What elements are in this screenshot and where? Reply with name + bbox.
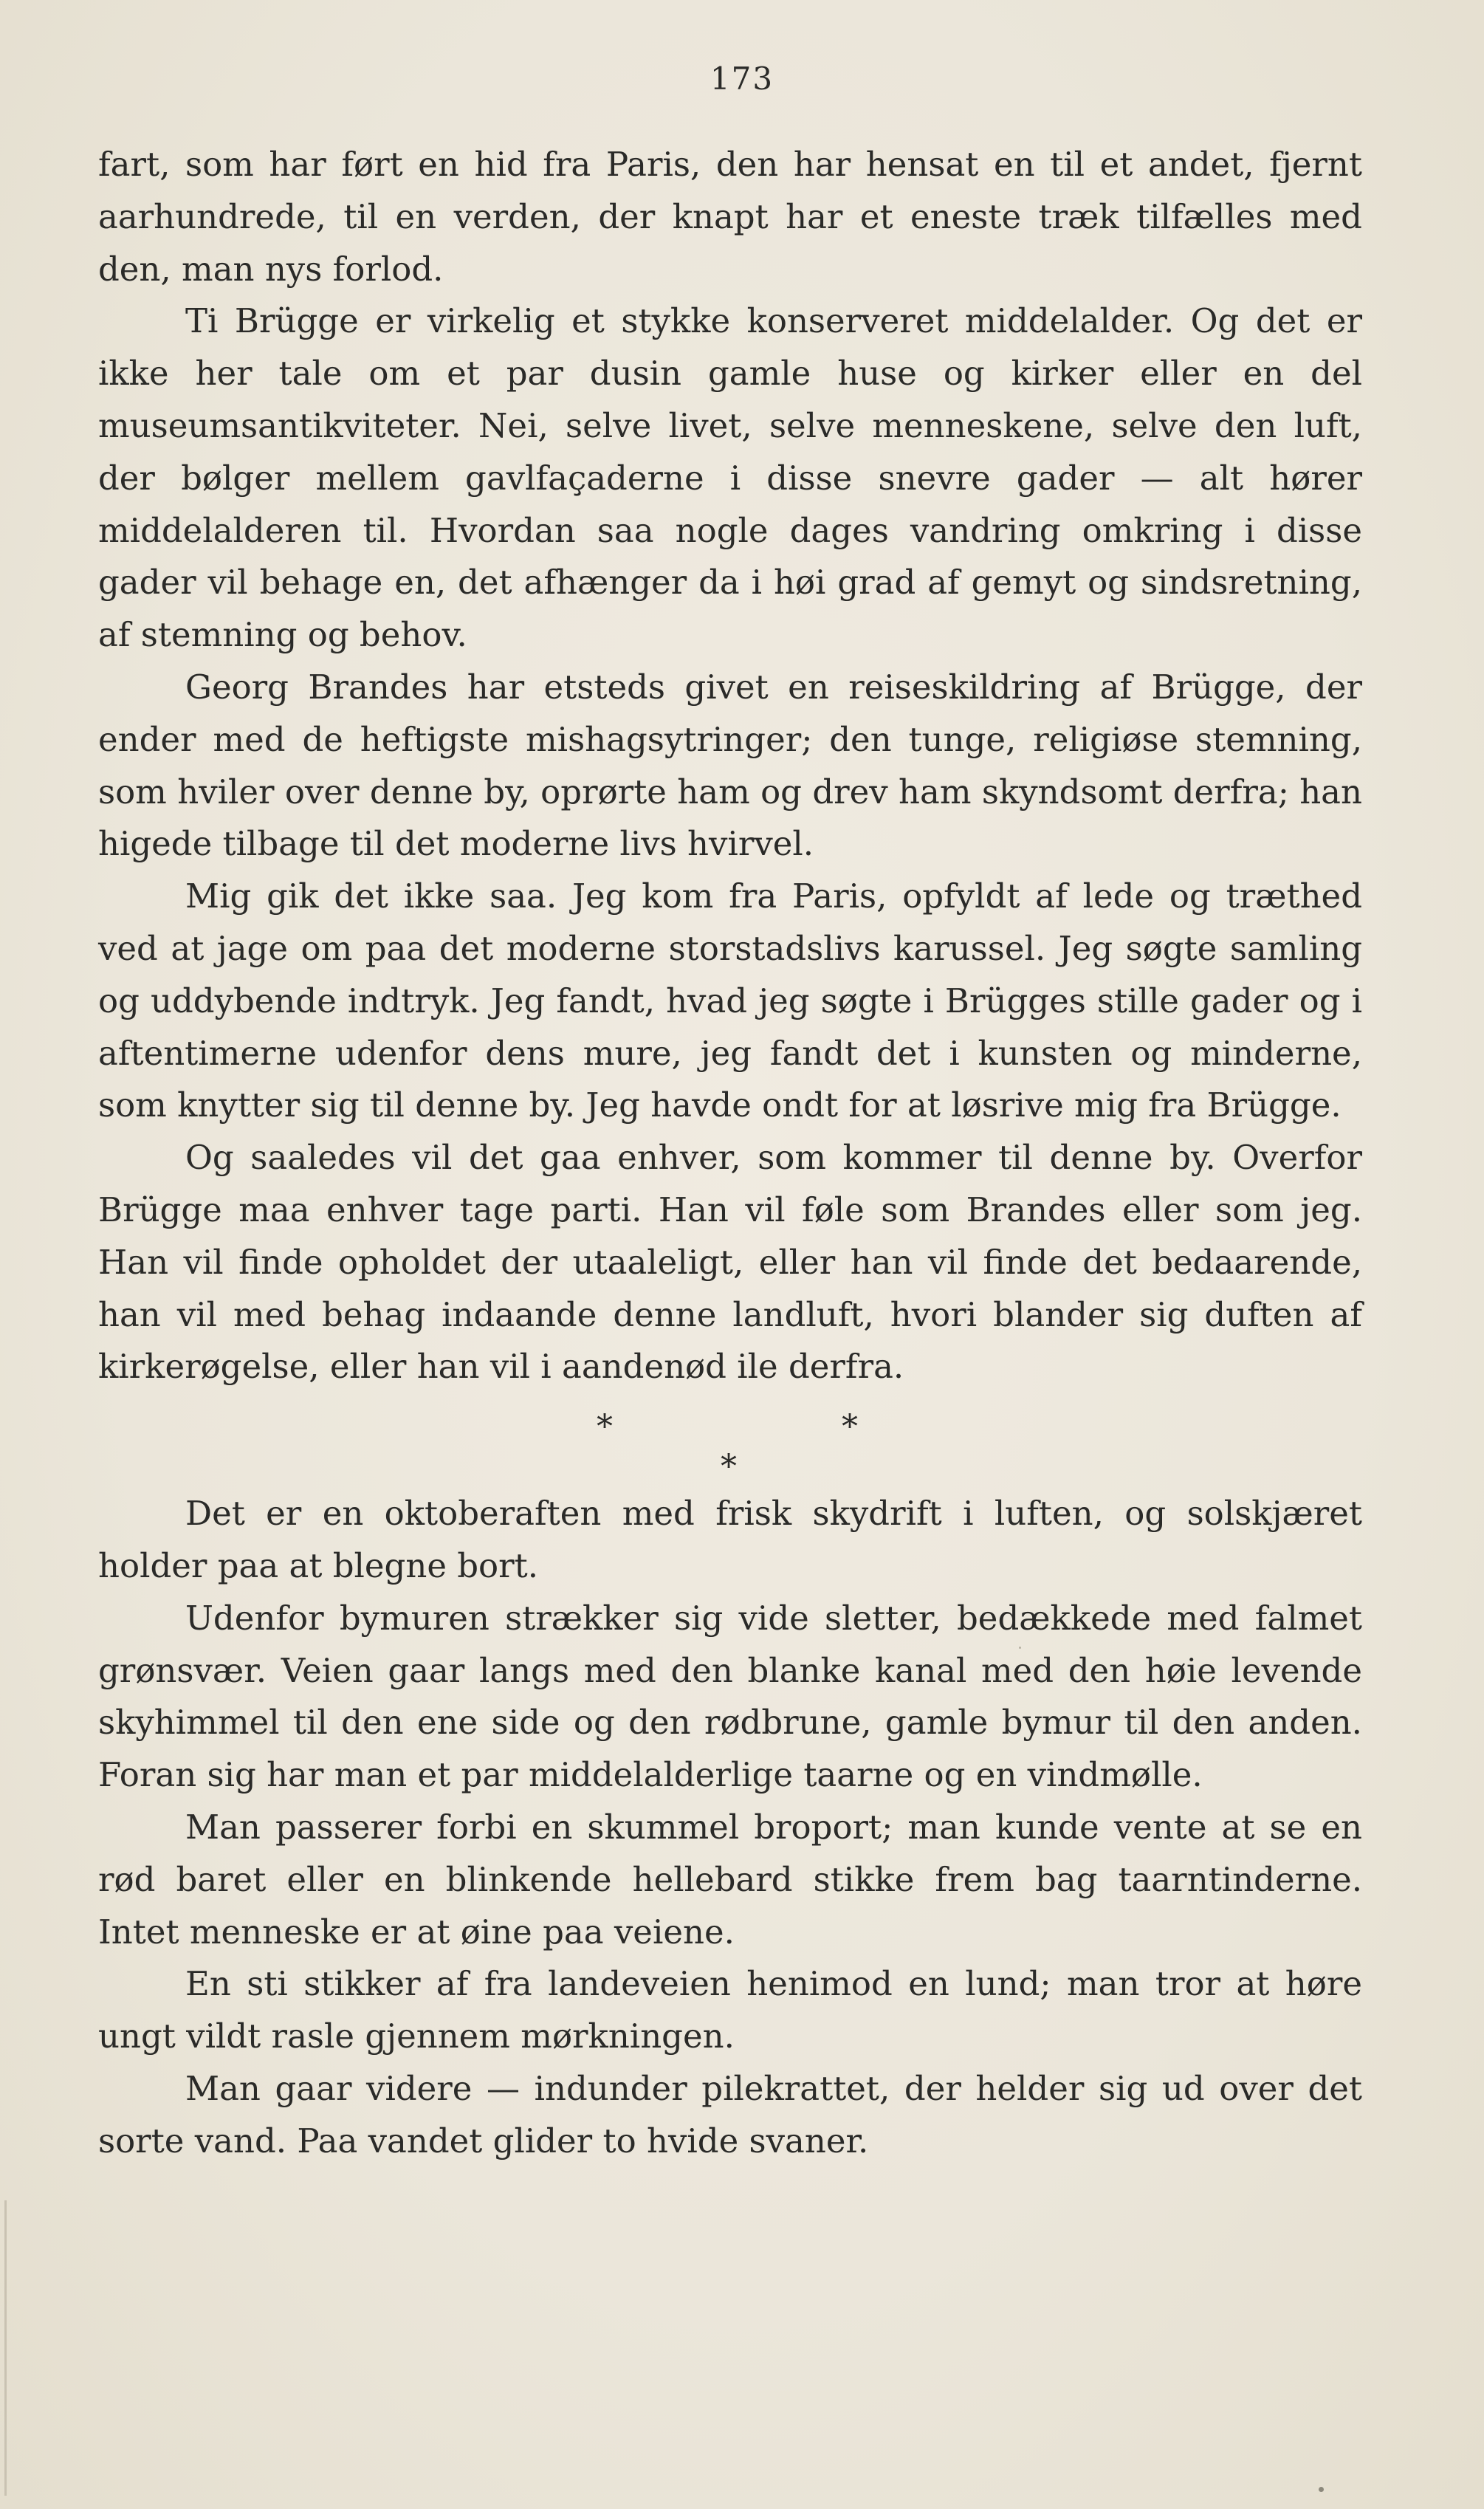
paragraph-3: Georg Brandes har etsteds givet en reiseskildring af Brügge, der ender med de heftigste mishagsytringer; den tunge, religiøse stemning, som hviler over denne by, oprørte ham og drev ham skyndsomt derfra; han higede tilbage til det moderne livs hvirvel. bbox=[98, 667, 1362, 864]
ink-speck bbox=[1319, 2487, 1324, 2492]
paragraph-9: En sti stikker af fra landeveien henimod en lund; man tror at høre ungt vildt rasle gjennem mørkningen. bbox=[98, 1964, 1362, 2056]
paragraph-2: Ti Brügge er virkelig et stykke konserveret middelalder. Og det er ikke her tale om et par dusin gamle huse og kirker eller en del museumsantikviteter. Nei, selve livet, selve menneskene, selve den luft, der bølger mellem gavlfaçaderne i disse snevre gader — alt hører middelalderen til. Hvordan saa nogle dages vandring omkring i disse gader vil behage en, det afhænger da i høi grad af gemyt og sindsretning, af stemning og behov. bbox=[98, 301, 1362, 655]
paragraph-7: Udenfor bymuren strækker sig vide sletter, bedækkede med falmet grønsvær. Veien gaar langs med den blanke kanal med den høie levende skyhimmel til den ene side og den rødbrune, gamle bymur til den anden. Foran sig har man et par middelalderlige taarne og en vindmølle. bbox=[98, 1598, 1362, 1795]
asterism-star: * bbox=[842, 1408, 858, 1446]
paragraph-10: Man gaar videre — indunder pilekrattet, der helder sig ud over det sorte vand. Paa vandet glider to hvide svaner. bbox=[98, 2068, 1362, 2160]
ink-speck bbox=[1019, 1647, 1021, 1649]
paragraph-8: Man passerer forbi en skummel broport; man kunde vente at se en rød baret eller en blinkende hellebard stikke frem bag taarntinderne. Intet menneske er at øine paa veiene. bbox=[98, 1807, 1362, 1952]
page-edge-shadow bbox=[4, 2200, 7, 2496]
paragraph-4: Mig gik det ikke saa. Jeg kom fra Paris, opfyldt af lede og træthed ved at jage om paa det moderne storstadslivs karussel. Jeg søgte samling og uddybende indtryk. Jeg fandt, hvad jeg søgte i Brügges stille gader og i aftentimerne udenfor dens mure, jeg fandt det i kunsten og minderne, som knytter sig til denne by. Jeg havde ondt for at løsrive mig fra Brügge. bbox=[98, 876, 1362, 1125]
asterism-star: * bbox=[597, 1408, 613, 1446]
asterism-star: * bbox=[721, 1448, 737, 1486]
section-break-asterism bbox=[98, 1393, 1362, 1488]
page-number: 173 bbox=[710, 61, 774, 97]
body-text bbox=[98, 139, 1362, 2167]
paragraph-5: Og saaledes vil det gaa enhver, som kommer til denne by. Overfor Brügge maa enhver tage parti. Han vil føle som Brandes eller som jeg. Han vil finde opholdet der utaaleligt, eller han vil finde det bedaarende, han vil med behag indaande denne landluft, hvori blander sig duften af kirkerøgelse, eller han vil i aandenød ile derfra. bbox=[98, 1138, 1362, 1387]
paragraph-6: Det er en oktoberaften med frisk skydrift i luften, og solskjæret holder paa at blegne bort. bbox=[98, 1494, 1362, 1585]
paragraph-1: fart, som har ført en hid fra Paris, den har hensat en til et andet, fjernt aarhundrede, til en verden, der knapt har et eneste træk tilfælles med den, man nys forlod. bbox=[98, 145, 1362, 289]
